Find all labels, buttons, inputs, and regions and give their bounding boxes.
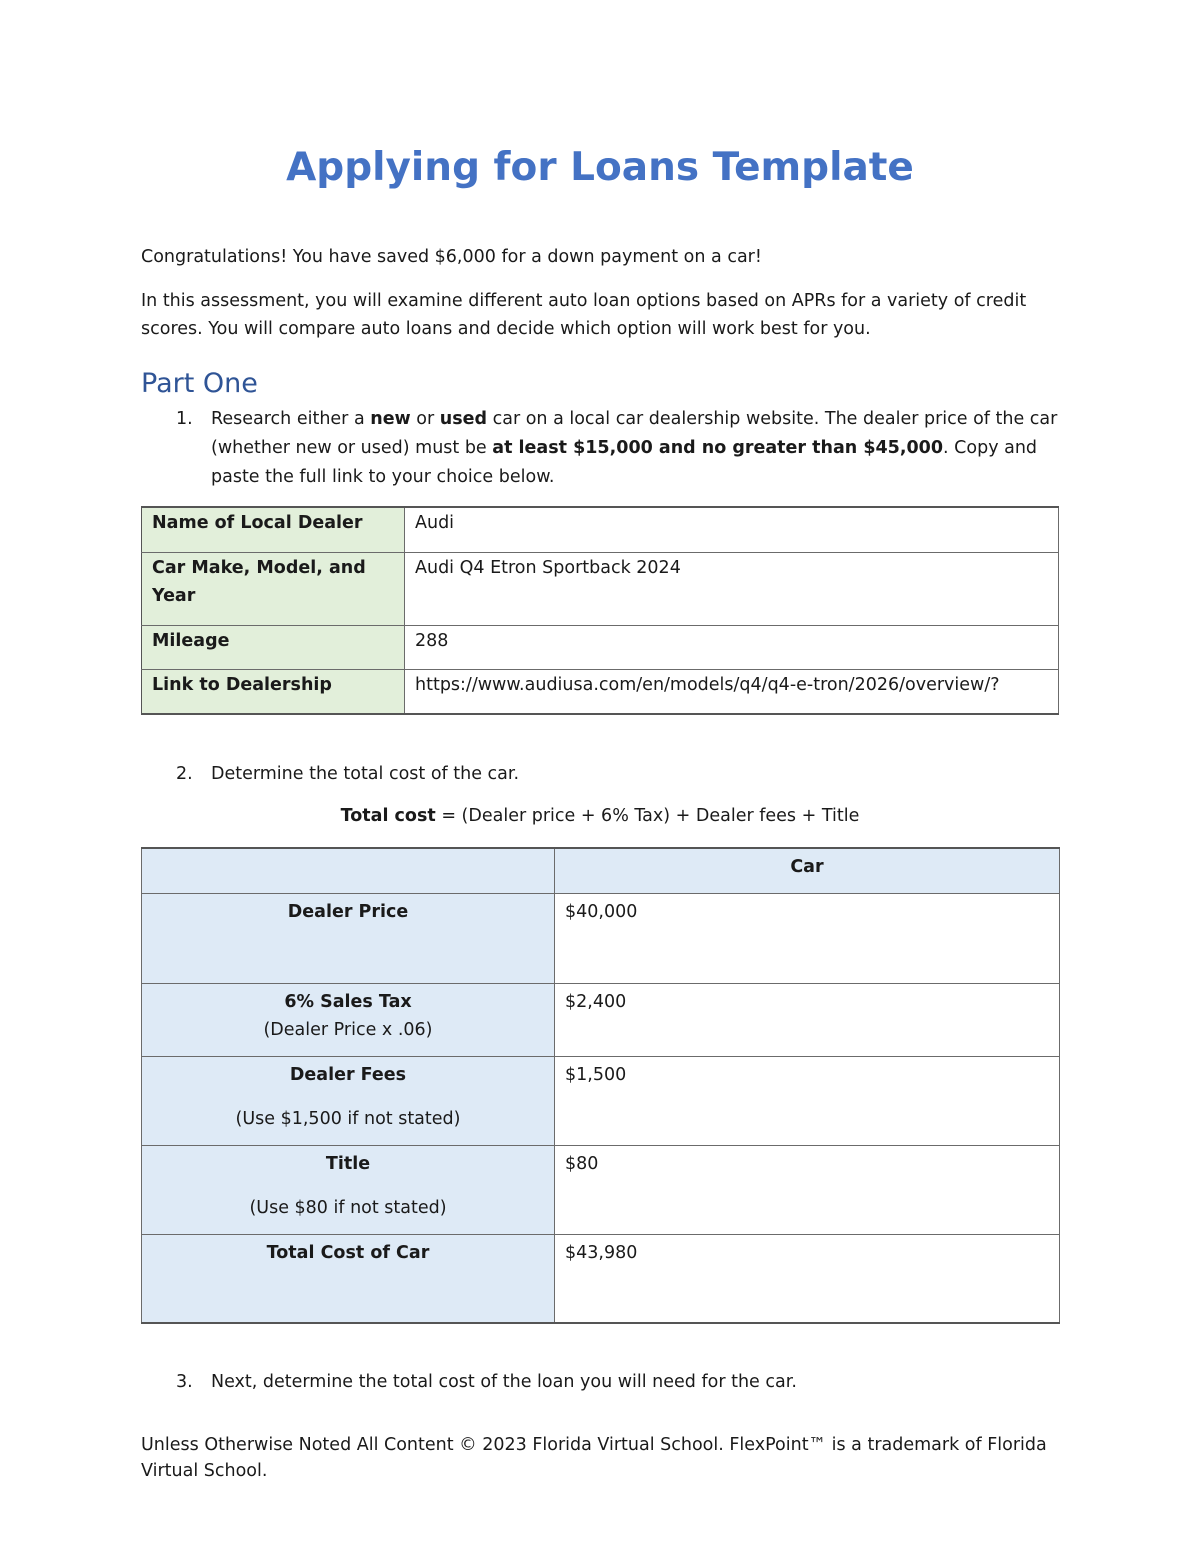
- step-1-number: 1.: [176, 409, 193, 429]
- intro-paragraph-1: Congratulations! You have saved $6,000 for a down payment on a car!: [141, 247, 762, 267]
- step-1-text: [211, 405, 1061, 492]
- document-title: Applying for Loans Template: [286, 145, 914, 190]
- header-empty-cell: [142, 848, 555, 893]
- step-1-bold-price-range: at least $15,000 and no greater than $45,000: [492, 438, 944, 458]
- car-make-model-year-label: Car Make, Model, and Year: [142, 552, 405, 625]
- step-2-text: Determine the total cost of the car.: [211, 764, 520, 784]
- total-cost-label-cell: [142, 1234, 555, 1323]
- step-1-text-part: or: [410, 409, 440, 429]
- formula-label: Total cost: [340, 806, 436, 826]
- dealer-fees-label: Dealer Fees: [289, 1064, 407, 1085]
- dealer-price-label-cell: [142, 893, 555, 983]
- dealer-price-label: Dealer Price: [287, 901, 409, 922]
- total-cost-formula: [0, 806, 1200, 826]
- sales-tax-value[interactable]: $2,400: [555, 983, 1060, 1056]
- title-fee-note: (Use $80 if not stated): [249, 1197, 447, 1218]
- step-1-bold-new: new: [370, 409, 411, 429]
- table-row: [142, 552, 1059, 625]
- dealer-name-label: Name of Local Dealer: [142, 507, 405, 552]
- sales-tax-label: 6% Sales Tax: [284, 991, 412, 1012]
- step-1-text-part: car on a local car dealership website. The dealer price of the car (whether new or used) must be: [211, 409, 1058, 458]
- title-label-cell: [142, 1145, 555, 1234]
- table-row: [142, 507, 1059, 552]
- dealer-fees-label-cell: [142, 1056, 555, 1145]
- table-row: [142, 848, 1060, 893]
- car-cost-table: [141, 847, 1060, 1324]
- step-1-text-part: . Copy and paste the full link to your choice below.: [211, 438, 1038, 487]
- table-row: [142, 625, 1059, 669]
- car-column-header: Car: [555, 848, 1060, 893]
- total-cost-label: Total Cost of Car: [266, 1242, 430, 1263]
- title-fee-label: Title: [325, 1153, 371, 1174]
- sales-tax-label-cell: [142, 983, 555, 1056]
- total-cost-value[interactable]: $43,980: [555, 1234, 1060, 1323]
- table-row: [142, 1056, 1060, 1145]
- step-1-bold-used: used: [439, 409, 488, 429]
- table-row: [142, 1234, 1060, 1323]
- dealer-name-value[interactable]: Audi: [405, 507, 1059, 552]
- mileage-label: Mileage: [142, 625, 405, 669]
- dealer-info-table: [141, 506, 1059, 715]
- step-3-text: Next, determine the total cost of the loan you will need for the car.: [211, 1372, 797, 1392]
- table-row: [142, 983, 1060, 1056]
- intro-paragraph-2: In this assessment, you will examine different auto loan options based on APRs for a variety of credit scores. You will compare auto loans and decide which option will work best for you.: [141, 291, 1027, 339]
- dealership-link-value[interactable]: https://www.audiusa.com/en/models/q4/q4-e-tron/2026/overview/?: [405, 669, 1059, 714]
- table-row: [142, 893, 1060, 983]
- dealer-fees-value[interactable]: $1,500: [555, 1056, 1060, 1145]
- dealer-fees-note: (Use $1,500 if not stated): [235, 1108, 461, 1129]
- sales-tax-note: (Dealer Price x .06): [263, 1019, 433, 1040]
- part-one-heading: Part One: [141, 368, 258, 399]
- step-2-number: 2.: [176, 764, 193, 784]
- formula-expression: = (Dealer price + 6% Tax) + Dealer fees + Title: [435, 806, 860, 826]
- dealership-link-label: Link to Dealership: [142, 669, 405, 714]
- car-make-model-year-value[interactable]: Audi Q4 Etron Sportback 2024: [405, 552, 1059, 625]
- table-row: [142, 669, 1059, 714]
- step-1-text-part: Research either a: [211, 409, 371, 429]
- step-3: [141, 1368, 1061, 1398]
- dealer-price-value[interactable]: $40,000: [555, 893, 1060, 983]
- step-3-number: 3.: [176, 1372, 193, 1392]
- title-fee-value[interactable]: $80: [555, 1145, 1060, 1234]
- mileage-value[interactable]: 288: [405, 625, 1059, 669]
- step-2: [141, 760, 1061, 790]
- table-row: [142, 1145, 1060, 1234]
- step-1: [141, 405, 1061, 495]
- copyright-footer: Unless Otherwise Noted All Content © 2023 Florida Virtual School. FlexPoint™ is a trademark of Florida Virtual School.: [141, 1435, 1047, 1481]
